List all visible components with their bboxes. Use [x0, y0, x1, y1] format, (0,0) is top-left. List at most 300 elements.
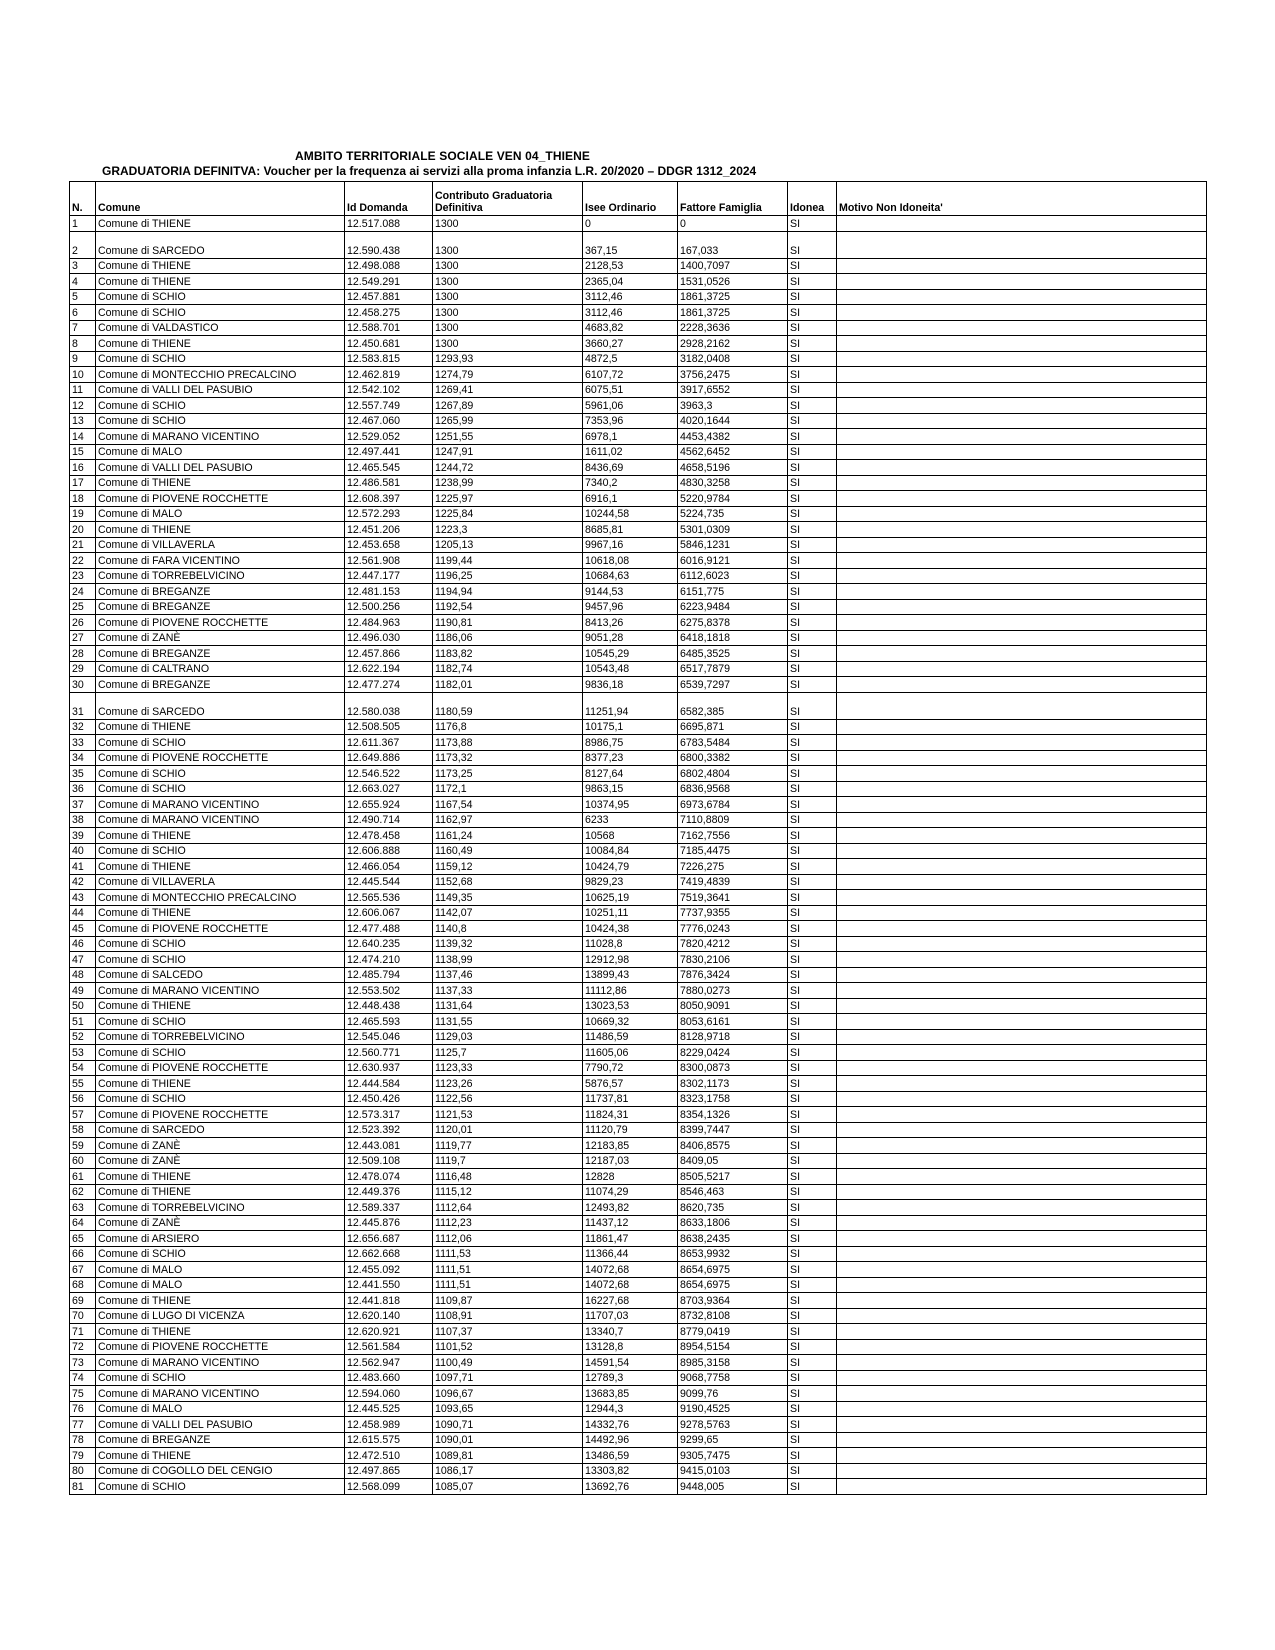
cell-idonea: SI	[788, 750, 837, 766]
cell-comune: Comune di THIENE	[96, 475, 345, 491]
cell-id-domanda: 12.497.865	[345, 1463, 433, 1479]
cell-isee: 9144,53	[583, 584, 678, 600]
cell-contributo: 1300	[433, 305, 583, 321]
cell-comune: Comune di ZANÈ	[96, 1153, 345, 1169]
cell-comune: Comune di THIENE	[96, 258, 345, 274]
cell-isee: 13303,82	[583, 1463, 678, 1479]
cell-isee: 13128,8	[583, 1339, 678, 1355]
cell-motivo	[837, 843, 1207, 859]
cell-comune: Comune di BREGANZE	[96, 1432, 345, 1448]
cell-comune: Comune di SCHIO	[96, 398, 345, 414]
cell-contributo: 1300	[433, 216, 583, 232]
cell-idonea: SI	[788, 766, 837, 782]
cell-isee: 11861,47	[583, 1231, 678, 1247]
cell-contributo: 1186,06	[433, 630, 583, 646]
cell-idonea: SI	[788, 661, 837, 677]
cell-comune: Comune di PIOVENE ROCCHETTE	[96, 615, 345, 631]
cell-isee: 0	[583, 216, 678, 232]
cell-fattore-famiglia: 8703,9364	[678, 1293, 788, 1309]
cell-isee: 13692,76	[583, 1479, 678, 1495]
cell-fattore-famiglia: 7880,0273	[678, 983, 788, 999]
cell-isee: 6978,1	[583, 429, 678, 445]
table-row	[70, 998, 1207, 1014]
table-row	[70, 797, 1207, 813]
cell-idonea: SI	[788, 1122, 837, 1138]
cell-isee: 14072,68	[583, 1262, 678, 1278]
cell-motivo	[837, 828, 1207, 844]
table-row	[70, 1246, 1207, 1262]
cell-comune: Comune di THIENE	[96, 1324, 345, 1340]
cell-motivo	[837, 522, 1207, 538]
cell-n: 81	[70, 1479, 96, 1495]
cell-contributo: 1205,13	[433, 537, 583, 553]
cell-motivo	[837, 216, 1207, 232]
table-row	[70, 289, 1207, 305]
cell-isee: 4683,82	[583, 320, 678, 336]
cell-n: 5	[70, 289, 96, 305]
table-row	[70, 828, 1207, 844]
cell-fattore-famiglia: 9299,65	[678, 1432, 788, 1448]
table-row	[70, 258, 1207, 274]
cell-isee: 3112,46	[583, 305, 678, 321]
cell-isee: 16227,68	[583, 1293, 678, 1309]
cell-idonea: SI	[788, 1262, 837, 1278]
table-row	[70, 429, 1207, 445]
cell-n: 2	[70, 231, 96, 258]
cell-comune: Comune di SCHIO	[96, 843, 345, 859]
cell-fattore-famiglia: 8053,6161	[678, 1014, 788, 1030]
cell-n: 52	[70, 1029, 96, 1045]
cell-n: 13	[70, 413, 96, 429]
cell-contributo: 1125,7	[433, 1045, 583, 1061]
cell-comune: Comune di SCHIO	[96, 1370, 345, 1386]
cell-comune: Comune di TORREBELVICINO	[96, 1200, 345, 1216]
table-row	[70, 1122, 1207, 1138]
cell-idonea: SI	[788, 828, 837, 844]
cell-idonea: SI	[788, 568, 837, 584]
cell-n: 30	[70, 677, 96, 693]
cell-idonea: SI	[788, 1231, 837, 1247]
cell-idonea: SI	[788, 719, 837, 735]
cell-id-domanda: 12.656.687	[345, 1231, 433, 1247]
cell-isee: 8127,64	[583, 766, 678, 782]
cell-isee: 11437,12	[583, 1215, 678, 1231]
table-header-row	[70, 182, 1207, 216]
cell-idonea: SI	[788, 890, 837, 906]
cell-idonea: SI	[788, 1060, 837, 1076]
cell-n: 68	[70, 1277, 96, 1293]
cell-n: 36	[70, 781, 96, 797]
cell-fattore-famiglia: 8732,8108	[678, 1308, 788, 1324]
cell-fattore-famiglia: 6539,7297	[678, 677, 788, 693]
cell-id-domanda: 12.553.502	[345, 983, 433, 999]
cell-idonea: SI	[788, 522, 837, 538]
cell-idonea: SI	[788, 812, 837, 828]
cell-motivo	[837, 444, 1207, 460]
cell-contributo: 1129,03	[433, 1029, 583, 1045]
cell-fattore-famiglia: 6016,9121	[678, 553, 788, 569]
cell-n: 47	[70, 952, 96, 968]
table-row	[70, 398, 1207, 414]
cell-comune: Comune di THIENE	[96, 336, 345, 352]
cell-idonea: SI	[788, 367, 837, 383]
cell-contributo: 1159,12	[433, 859, 583, 875]
cell-id-domanda: 12.462.819	[345, 367, 433, 383]
cell-fattore-famiglia: 8050,9091	[678, 998, 788, 1014]
cell-n: 41	[70, 859, 96, 875]
cell-id-domanda: 12.546.522	[345, 766, 433, 782]
cell-n: 10	[70, 367, 96, 383]
cell-motivo	[837, 491, 1207, 507]
cell-comune: Comune di SCHIO	[96, 1091, 345, 1107]
header-fattore-famiglia: Fattore Famiglia	[678, 182, 788, 216]
cell-comune: Comune di SCHIO	[96, 289, 345, 305]
cell-contributo: 1160,49	[433, 843, 583, 859]
cell-contributo: 1300	[433, 258, 583, 274]
cell-n: 20	[70, 522, 96, 538]
cell-fattore-famiglia: 0	[678, 216, 788, 232]
cell-motivo	[837, 475, 1207, 491]
cell-motivo	[837, 1153, 1207, 1169]
cell-id-domanda: 12.498.088	[345, 258, 433, 274]
cell-isee: 10684,63	[583, 568, 678, 584]
cell-fattore-famiglia: 3756,2475	[678, 367, 788, 383]
cell-isee: 12944,3	[583, 1401, 678, 1417]
ranking-table	[69, 181, 1207, 1495]
cell-n: 66	[70, 1246, 96, 1262]
document-title: AMBITO TERRITORIALE SOCIALE VEN 04_THIENE	[295, 149, 591, 163]
cell-comune: Comune di SARCEDO	[96, 1122, 345, 1138]
cell-isee: 11366,44	[583, 1246, 678, 1262]
cell-fattore-famiglia: 6485,3525	[678, 646, 788, 662]
cell-motivo	[837, 692, 1207, 719]
cell-contributo: 1112,23	[433, 1215, 583, 1231]
cell-idonea: SI	[788, 1246, 837, 1262]
cell-motivo	[837, 998, 1207, 1014]
cell-fattore-famiglia: 6112,6023	[678, 568, 788, 584]
cell-contributo: 1122,56	[433, 1091, 583, 1107]
cell-isee: 9829,23	[583, 874, 678, 890]
cell-id-domanda: 12.562.947	[345, 1355, 433, 1371]
cell-contributo: 1109,87	[433, 1293, 583, 1309]
cell-n: 58	[70, 1122, 96, 1138]
cell-fattore-famiglia: 8985,3158	[678, 1355, 788, 1371]
cell-id-domanda: 12.622.194	[345, 661, 433, 677]
cell-isee: 9836,18	[583, 677, 678, 693]
cell-n: 64	[70, 1215, 96, 1231]
cell-contributo: 1090,01	[433, 1432, 583, 1448]
cell-fattore-famiglia: 3917,6552	[678, 382, 788, 398]
cell-fattore-famiglia: 8638,2435	[678, 1231, 788, 1247]
cell-contributo: 1149,35	[433, 890, 583, 906]
cell-motivo	[837, 1169, 1207, 1185]
cell-contributo: 1247,91	[433, 444, 583, 460]
table-row	[70, 1308, 1207, 1324]
cell-contributo: 1300	[433, 231, 583, 258]
cell-contributo: 1267,89	[433, 398, 583, 414]
cell-idonea: SI	[788, 491, 837, 507]
cell-fattore-famiglia: 3182,0408	[678, 351, 788, 367]
cell-idonea: SI	[788, 537, 837, 553]
cell-idonea: SI	[788, 382, 837, 398]
table-row	[70, 630, 1207, 646]
cell-isee: 12187,03	[583, 1153, 678, 1169]
cell-fattore-famiglia: 8406,8575	[678, 1138, 788, 1154]
cell-motivo	[837, 1231, 1207, 1247]
cell-n: 79	[70, 1448, 96, 1464]
cell-isee: 6107,72	[583, 367, 678, 383]
cell-comune: Comune di SALCEDO	[96, 967, 345, 983]
cell-isee: 3112,46	[583, 289, 678, 305]
cell-comune: Comune di COGOLLO DEL CENGIO	[96, 1463, 345, 1479]
cell-motivo	[837, 1324, 1207, 1340]
cell-isee: 12183,85	[583, 1138, 678, 1154]
cell-comune: Comune di SCHIO	[96, 351, 345, 367]
cell-contributo: 1180,59	[433, 692, 583, 719]
cell-n: 24	[70, 584, 96, 600]
table-row	[70, 320, 1207, 336]
table-row	[70, 506, 1207, 522]
cell-idonea: SI	[788, 1200, 837, 1216]
cell-contributo: 1182,01	[433, 677, 583, 693]
cell-isee: 11028,8	[583, 936, 678, 952]
table-row	[70, 599, 1207, 615]
cell-n: 46	[70, 936, 96, 952]
cell-motivo	[837, 351, 1207, 367]
cell-motivo	[837, 890, 1207, 906]
cell-fattore-famiglia: 8546,463	[678, 1184, 788, 1200]
cell-n: 23	[70, 568, 96, 584]
cell-comune: Comune di BREGANZE	[96, 584, 345, 600]
cell-motivo	[837, 413, 1207, 429]
cell-contributo: 1120,01	[433, 1122, 583, 1138]
cell-contributo: 1116,48	[433, 1169, 583, 1185]
cell-comune: Comune di FARA VICENTINO	[96, 553, 345, 569]
cell-fattore-famiglia: 6695,871	[678, 719, 788, 735]
cell-n: 60	[70, 1153, 96, 1169]
cell-fattore-famiglia: 6151,775	[678, 584, 788, 600]
cell-n: 76	[70, 1401, 96, 1417]
cell-fattore-famiglia: 8229,0424	[678, 1045, 788, 1061]
table-row	[70, 351, 1207, 367]
table-row	[70, 921, 1207, 937]
cell-isee: 10543,48	[583, 661, 678, 677]
cell-n: 12	[70, 398, 96, 414]
cell-motivo	[837, 812, 1207, 828]
cell-comune: Comune di SCHIO	[96, 781, 345, 797]
cell-id-domanda: 12.466.054	[345, 859, 433, 875]
cell-id-domanda: 12.477.274	[345, 677, 433, 693]
cell-n: 8	[70, 336, 96, 352]
cell-idonea: SI	[788, 320, 837, 336]
table-row	[70, 1215, 1207, 1231]
header-comune: Comune	[96, 182, 345, 216]
cell-idonea: SI	[788, 1355, 837, 1371]
cell-n: 59	[70, 1138, 96, 1154]
cell-id-domanda: 12.568.099	[345, 1479, 433, 1495]
table-row	[70, 367, 1207, 383]
cell-motivo	[837, 398, 1207, 414]
cell-motivo	[837, 983, 1207, 999]
cell-contributo: 1300	[433, 289, 583, 305]
table-row	[70, 216, 1207, 232]
cell-comune: Comune di ZANÈ	[96, 630, 345, 646]
cell-isee: 13023,53	[583, 998, 678, 1014]
cell-id-domanda: 12.485.794	[345, 967, 433, 983]
cell-comune: Comune di SCHIO	[96, 735, 345, 751]
table-row	[70, 967, 1207, 983]
cell-contributo: 1300	[433, 320, 583, 336]
cell-n: 38	[70, 812, 96, 828]
cell-n: 51	[70, 1014, 96, 1030]
cell-id-domanda: 12.451.206	[345, 522, 433, 538]
table-row	[70, 677, 1207, 693]
cell-motivo	[837, 797, 1207, 813]
cell-id-domanda: 12.630.937	[345, 1060, 433, 1076]
document-subtitle: GRADUATORIA DEFINITVA: Voucher per la frequenza ai servizi alla proma infanzia L.R. 20/2020 – DDGR 1312_2024	[102, 164, 757, 178]
cell-n: 42	[70, 874, 96, 890]
cell-id-domanda: 12.453.658	[345, 537, 433, 553]
cell-contributo: 1173,32	[433, 750, 583, 766]
cell-contributo: 1111,51	[433, 1262, 583, 1278]
cell-n: 61	[70, 1169, 96, 1185]
cell-id-domanda: 12.497.441	[345, 444, 433, 460]
table-row	[70, 336, 1207, 352]
cell-isee: 14591,54	[583, 1355, 678, 1371]
cell-comune: Comune di TORREBELVICINO	[96, 1029, 345, 1045]
cell-id-domanda: 12.467.060	[345, 413, 433, 429]
cell-isee: 7353,96	[583, 413, 678, 429]
cell-idonea: SI	[788, 735, 837, 751]
table-row	[70, 1417, 1207, 1433]
cell-motivo	[837, 367, 1207, 383]
table-row	[70, 1324, 1207, 1340]
cell-fattore-famiglia: 8653,9932	[678, 1246, 788, 1262]
cell-contributo: 1167,54	[433, 797, 583, 813]
cell-id-domanda: 12.458.275	[345, 305, 433, 321]
table-row	[70, 444, 1207, 460]
cell-contributo: 1123,33	[433, 1060, 583, 1076]
cell-fattore-famiglia: 4562,6452	[678, 444, 788, 460]
cell-comune: Comune di MONTECCHIO PRECALCINO	[96, 367, 345, 383]
cell-fattore-famiglia: 6973,6784	[678, 797, 788, 813]
table-row	[70, 491, 1207, 507]
cell-contributo: 1173,25	[433, 766, 583, 782]
cell-motivo	[837, 735, 1207, 751]
table-row	[70, 812, 1207, 828]
cell-fattore-famiglia: 5220,9784	[678, 491, 788, 507]
cell-comune: Comune di MALO	[96, 444, 345, 460]
cell-comune: Comune di MALO	[96, 1262, 345, 1278]
cell-motivo	[837, 1448, 1207, 1464]
cell-id-domanda: 12.662.668	[345, 1246, 433, 1262]
cell-contributo: 1173,88	[433, 735, 583, 751]
cell-comune: Comune di THIENE	[96, 522, 345, 538]
cell-fattore-famiglia: 8620,735	[678, 1200, 788, 1216]
cell-n: 56	[70, 1091, 96, 1107]
table-row	[70, 661, 1207, 677]
cell-idonea: SI	[788, 677, 837, 693]
cell-motivo	[837, 661, 1207, 677]
cell-comune: Comune di THIENE	[96, 1076, 345, 1092]
cell-n: 34	[70, 750, 96, 766]
cell-idonea: SI	[788, 398, 837, 414]
cell-n: 53	[70, 1045, 96, 1061]
cell-n: 14	[70, 429, 96, 445]
cell-id-domanda: 12.508.505	[345, 719, 433, 735]
cell-motivo	[837, 615, 1207, 631]
cell-isee: 3660,27	[583, 336, 678, 352]
cell-comune: Comune di SCHIO	[96, 305, 345, 321]
cell-isee: 6916,1	[583, 491, 678, 507]
cell-n: 57	[70, 1107, 96, 1123]
cell-isee: 6233	[583, 812, 678, 828]
cell-n: 48	[70, 967, 96, 983]
cell-idonea: SI	[788, 506, 837, 522]
cell-n: 29	[70, 661, 96, 677]
cell-motivo	[837, 1370, 1207, 1386]
cell-comune: Comune di SARCEDO	[96, 692, 345, 719]
cell-id-domanda: 12.465.545	[345, 460, 433, 476]
cell-motivo	[837, 1122, 1207, 1138]
cell-fattore-famiglia: 3963,3	[678, 398, 788, 414]
cell-fattore-famiglia: 5846,1231	[678, 537, 788, 553]
cell-motivo	[837, 599, 1207, 615]
cell-idonea: SI	[788, 1324, 837, 1340]
cell-fattore-famiglia: 8354,1326	[678, 1107, 788, 1123]
cell-idonea: SI	[788, 1479, 837, 1495]
cell-idonea: SI	[788, 1153, 837, 1169]
cell-id-domanda: 12.620.921	[345, 1324, 433, 1340]
cell-fattore-famiglia: 1531,0526	[678, 274, 788, 290]
cell-fattore-famiglia: 5301,0309	[678, 522, 788, 538]
table-row	[70, 1200, 1207, 1216]
cell-idonea: SI	[788, 584, 837, 600]
cell-motivo	[837, 1293, 1207, 1309]
table-row	[70, 1370, 1207, 1386]
cell-n: 39	[70, 828, 96, 844]
cell-idonea: SI	[788, 351, 837, 367]
cell-contributo: 1225,97	[433, 491, 583, 507]
cell-fattore-famiglia: 8633,1806	[678, 1215, 788, 1231]
cell-idonea: SI	[788, 216, 837, 232]
cell-comune: Comune di SCHIO	[96, 952, 345, 968]
cell-contributo: 1176,8	[433, 719, 583, 735]
cell-idonea: SI	[788, 1215, 837, 1231]
cell-motivo	[837, 874, 1207, 890]
cell-motivo	[837, 506, 1207, 522]
cell-contributo: 1225,84	[433, 506, 583, 522]
cell-id-domanda: 12.441.550	[345, 1277, 433, 1293]
cell-isee: 10424,79	[583, 859, 678, 875]
cell-motivo	[837, 1107, 1207, 1123]
cell-contributo: 1097,71	[433, 1370, 583, 1386]
table-row	[70, 874, 1207, 890]
cell-comune: Comune di SCHIO	[96, 413, 345, 429]
cell-fattore-famiglia: 6783,5484	[678, 735, 788, 751]
cell-isee: 10424,38	[583, 921, 678, 937]
cell-motivo	[837, 750, 1207, 766]
cell-motivo	[837, 1246, 1207, 1262]
cell-motivo	[837, 537, 1207, 553]
cell-fattore-famiglia: 6802,4804	[678, 766, 788, 782]
table-row	[70, 646, 1207, 662]
cell-id-domanda: 12.583.815	[345, 351, 433, 367]
table-row	[70, 859, 1207, 875]
cell-isee: 12493,82	[583, 1200, 678, 1216]
cell-motivo	[837, 382, 1207, 398]
cell-motivo	[837, 1045, 1207, 1061]
